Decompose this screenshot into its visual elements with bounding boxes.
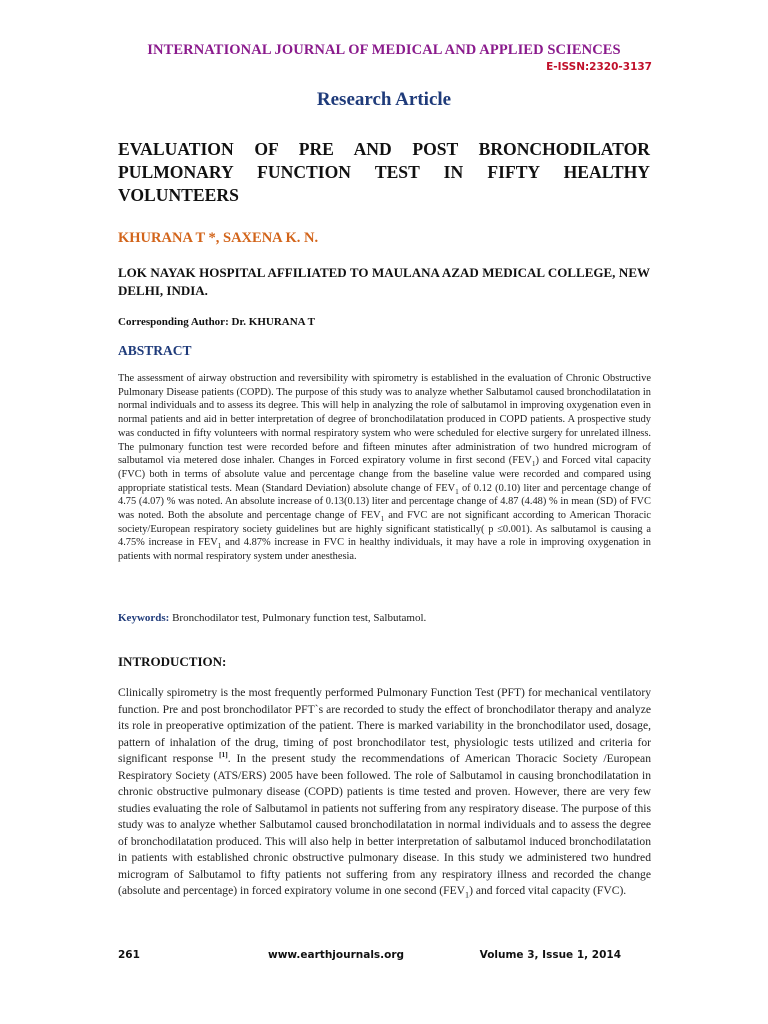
abstract-text: The assessment of airway obstruction and reversibility with spirometry is established in the evaluation of Chronic Obstructive Pulmonary Disease patients (COPD). The purpose of this study was to analyze whether Salbutamol caused bronchodilatation in normal individuals and to assess its degree. This will help in analyzing the role of salbutamol in improving oxygenation even in normal patients and aid in better interpretation of degree of bronchodilatation produced in COPD patients. A prospective study was conducted in fifty volunteers with normal respiratory system who were scheduled for elective surgery for unrelated illness. The pulmonary function test were recorded before and fifteen minutes after administration of two hundred microgram of salbutamol via metered dose inhaler. Changes in Forced expiratory volume in first second (FEV: [118, 373, 651, 467]
journal-website-link[interactable]: www.earthjournals.org: [268, 949, 405, 961]
volume-issue: Volume 3, Issue 1, 2014: [479, 949, 621, 961]
introduction-text: Clinically spirometry is the most frequently performed Pulmonary Function Test (PFT) for mechanical ventilatory function. Pre and post bronchodilator PFT`s are recorded to study the effect of bronchodilator therapy and analyze its role in preoperative optimization of the patient. There is marked variability in the bronchodilator used, dosage, pattern of inhalation of the drug, timing of post bronchodilator test, physiologic tests utilized and criteria for significant response: [118, 686, 651, 765]
abstract-text: and FVC are not significant according to American Thoracic society/European respiratory society guidelines but are highly significant statistically( p ≤0.001). As salbutamol is causing a 4.75% increase in FEV: [118, 510, 651, 549]
subscript: 1: [217, 542, 222, 551]
article-title: EVALUATION OF PRE AND POST BRONCHODILATOR PULMONARY FUNCTION TEST IN FIFTY HEALTHY VOLUNTEERS: [118, 139, 650, 205]
page-number: 261: [118, 949, 140, 961]
journal-name: INTERNATIONAL JOURNAL OF MEDICAL AND APPLIED SCIENCES: [147, 42, 621, 58]
subscript: 1: [455, 487, 459, 496]
subscript: 1: [380, 515, 385, 524]
introduction-body: [118, 685, 651, 900]
introduction-heading: INTRODUCTION:: [118, 654, 227, 669]
page-footer: [118, 949, 651, 965]
keywords-text: Bronchodilator test, Pulmonary function test, Salbutamol.: [169, 612, 427, 624]
subscript: 1: [531, 460, 536, 469]
abstract-text: and 4.87% increase in FVC in healthy individuals, it may have a role in improving oxygenation in patients with normal respiratory system under anesthesia.: [118, 537, 651, 563]
abstract-heading: ABSTRACT: [118, 343, 192, 358]
introduction-text: . In the present study the recommendations of American Thoracic Society /European Respiratory Society (ATS/ERS) 2005 have been followed. The role of Salbutamol in causing bronchodilatation in chronic obstructive pulmonary disease (COPD) patients is time tested and proven. However, there are very few studies evaluating the role of Salbutamol in patients not suffering from any respiratory disease. The purpose of this study was to analyze whether Salbutamol caused bronchodilatation in normal individuals and to assess the degree of bronchodilatation produced. This will also help in better interpretation of salbutamol induced bronchodilatation in patients with established chronic obstructive pulmonary disease. In this study we administered two hundred microgram of Salbutamol to fifty patients not suffering from any respiratory illness and recorded the change (absolute and percentage) in forced expiratory volume in one second (FEV: [118, 752, 651, 897]
issn-label: E-ISSN:2320-3137: [546, 61, 652, 73]
keywords-label: Keywords:: [118, 612, 170, 624]
article-type: Research Article: [316, 89, 452, 110]
introduction-text: ) and forced vital capacity (FVC).: [469, 884, 627, 897]
affiliation: LOK NAYAK HOSPITAL AFFILIATED TO MAULANA AZAD MEDICAL COLLEGE, NEW DELHI, INDIA.: [118, 265, 650, 298]
corresponding-author: Corresponding Author: Dr. KHURANA T: [118, 316, 315, 328]
keywords: [118, 612, 426, 624]
abstract-text: ) and Forced vital capacity (FVC) both in terms of absolute value and percentage change from the baseline value were recorded and compared using appropriate statistical tests. Mean (Standard Deviation) absolute change of FEV: [118, 455, 651, 494]
abstract-body: [118, 372, 651, 564]
author-list: KHURANA T *, SAXENA K. N.: [118, 230, 319, 246]
abstract-text: of 0.12 (0.10) liter and percentage change of 4.75 (4.07) % was noted. An absolute increase of 0.13(0.13) liter and percentage change of 4.87 (4.48) % in mean (SD) of FVC was noted. Both the absolute and percentage change of FEV: [118, 482, 652, 522]
citation-ref[interactable]: [1]: [219, 750, 228, 760]
subscript: 1: [465, 890, 470, 900]
